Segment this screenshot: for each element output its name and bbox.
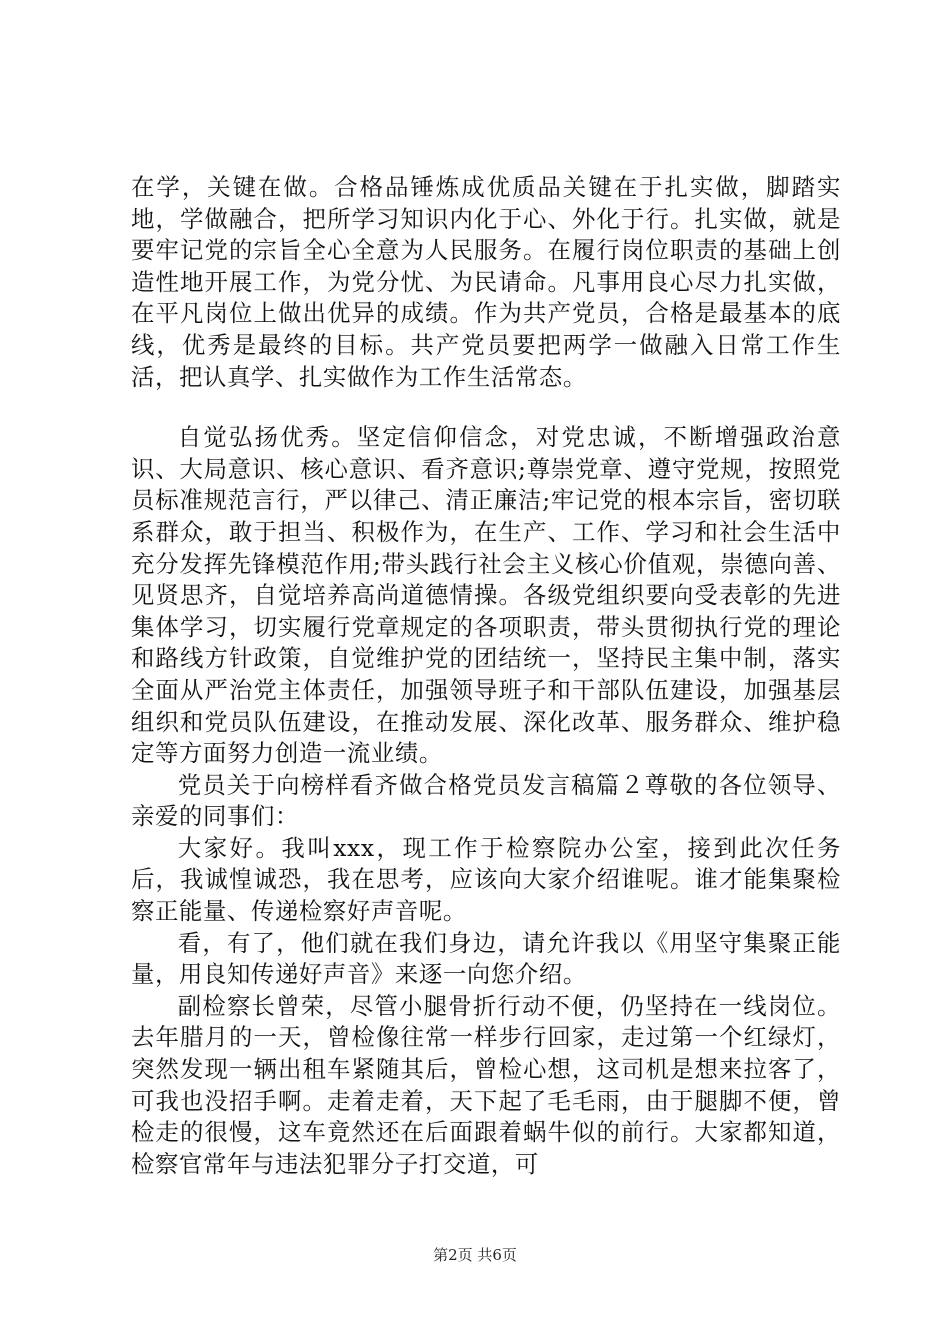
- paragraph-spacer: [131, 393, 841, 422]
- paragraph-4: 大家好。我叫xxx，现工作于检察院办公室，接到此次任务后，我诚惶诚恐，我在思考，应该向大家介绍谁呢。谁才能集聚检察正能量、传递检察好声音呢。: [131, 833, 841, 926]
- paragraph-5: 看，有了，他们就在我们身边，请允许我以《用坚守集聚正能量，用良知传递好声音》来逐一向您介绍。: [131, 928, 841, 989]
- document-body: [131, 172, 841, 1180]
- page-footer: 第2页 共6页: [433, 1246, 517, 1264]
- paragraph-1: 在学，关键在做。合格品锤炼成优质品关键在于扎实做，脚踏实地，学做融合，把所学习知识内化于心、外化于行。扎实做，就是要牢记党的宗旨全心全意为人民服务。在履行岗位职责的基础上创造性地开展工作，为党分忧、为民请命。凡事用良心尽力扎实做，在平凡岗位上做出优异的成绩。作为共产党员，合格是最基本的底线，优秀是最终的目标。共产党员要把两学一做融入日常工作生活，把认真学、扎实做作为工作生活常态。: [131, 173, 841, 391]
- paragraph-6: 副检察长曾荣，尽管小腿骨折行动不便，仍坚持在一线岗位。去年腊月的一天，曾检像往常一样步行回家，走过第一个红绿灯，突然发现一辆出租车紧随其后，曾检心想，这司机是想来拉客了，可我也没招手啊。走着走着，天下起了毛毛雨，由于腿脚不便，曾检走的很慢，这车竟然还在后面跟着蜗牛似的前行。大家都知道，检察官常年与违法犯罪分子打交道，可: [131, 991, 841, 1178]
- paragraph-3: 党员关于向榜样看齐做合格党员发言稿篇２尊敬的各位领导、亲爱的同事们：: [131, 770, 841, 831]
- paragraph-2: 自觉弘扬优秀。坚定信仰信念，对党忠诚，不断增强政治意识、大局意识、核心意识、看齐意识;尊崇党章、遵守党规，按照党员标准规范言行，严以律己、清正廉洁;牢记党的根本宗旨，密切联系群众，敢于担当、积极作为，在生产、工作、学习和社会生活中充分发挥先锋模范作用;带头践行社会主义核心价值观，崇德向善、见贤思齐，自觉培养高尚道德情操。各级党组织要向受表彰的先进集体学习，切实履行党章规定的各项职责，带头贯彻执行党的理论和路线方针政策，自觉维护党的团结统一，坚持民主集中制，落实全面从严治党主体责任，加强领导班子和干部队伍建设，加强基层组织和党员队伍建设，在推动发展、深化改革、服务群众、维护稳定等方面努力创造一流业绩。: [131, 423, 841, 768]
